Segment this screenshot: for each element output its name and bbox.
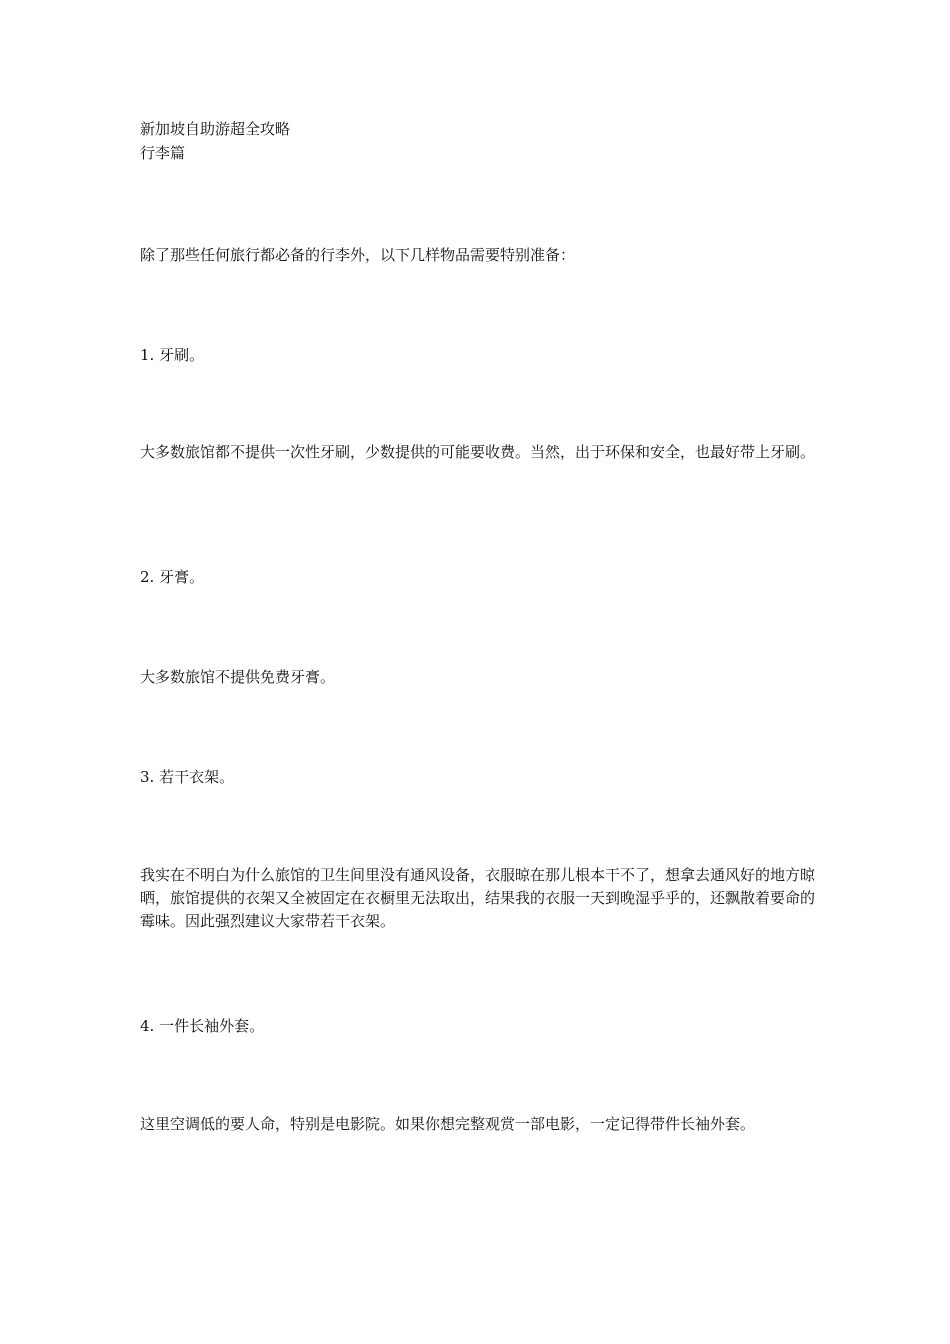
item-body-hangers: 我实在不明白为什么旅馆的卫生间里没有通风设备，衣服晾在那儿根本干不了，想拿去通风好的地方晾晒，旅馆提供的衣架又全被固定在衣橱里无法取出，结果我的衣服一天到晚湿乎乎的，还飘散着要命的霉味。因此强烈建议大家带若干衣架。 [140, 866, 816, 930]
item-body-toothpaste: 大多数旅馆不提供免费牙膏。 [140, 668, 336, 686]
item-heading-jacket: 4. 一件长袖外套。 [140, 1017, 265, 1035]
item-heading-toothpaste: 2. 牙膏。 [140, 568, 205, 586]
item-heading-hangers: 3. 若干衣架。 [140, 768, 235, 786]
item-body-jacket: 这里空调低的要人命，特别是电影院。如果你想完整观赏一部电影，一定记得带件长袖外套。 [140, 1115, 756, 1133]
intro-paragraph: 除了那些任何旅行都必备的行李外，以下几样物品需要特别准备： [140, 246, 576, 264]
document-subtitle: 行李篇 [140, 144, 186, 162]
document-title: 新加坡自助游超全攻略 [140, 120, 291, 138]
item-heading-toothbrush: 1. 牙刷。 [140, 346, 205, 364]
item-body-toothbrush: 大多数旅馆都不提供一次性牙刷，少数提供的可能要收费。当然，出于环保和安全，也最好带上牙刷。 [140, 443, 816, 461]
